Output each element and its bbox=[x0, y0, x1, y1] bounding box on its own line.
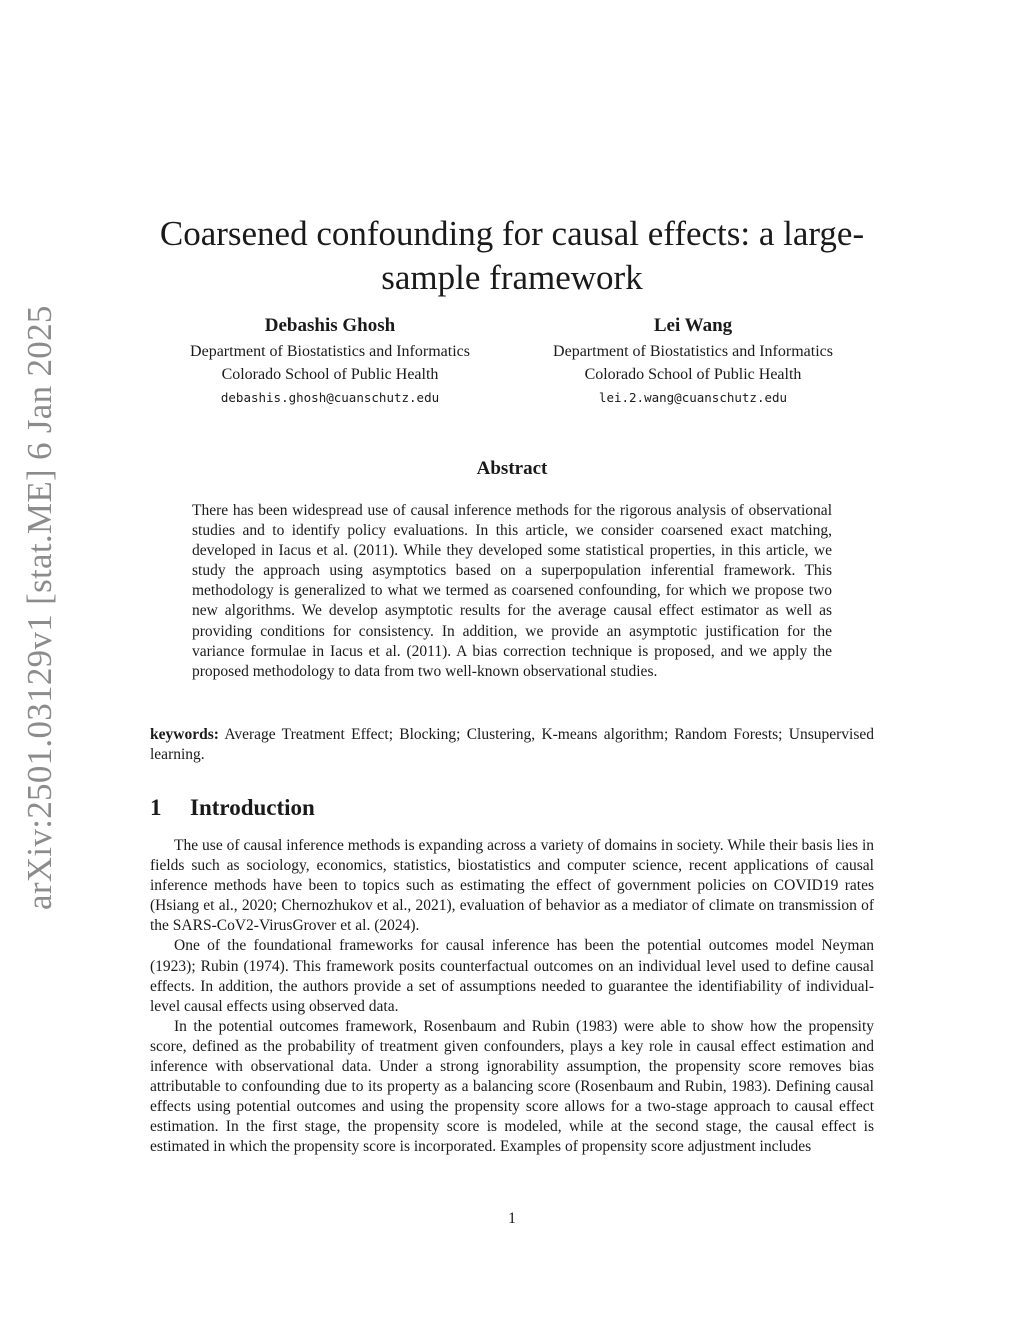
paragraph: One of the foundational frameworks for causal inference has been the potential outcomes model Neyman (1923); Rubin (1974). This framework posits counterfactual outcomes on an individual level used to define causal effects. In addition, the authors provide a set of assumptions needed to guarantee the identifiability of individual-level causal effects using observed data. bbox=[150, 937, 874, 1015]
paragraph: In the potential outcomes framework, Rosenbaum and Rubin (1983) were able to show how the propensity score, defined as the probability of treatment given confounders, plays a key role in causal effect estimation and inference with observational data. Under a strong ignorability assumption, the propensity score removes bias attributable to confounding due to its property as a balancing score (Rosenbaum and Rubin, 1983). Defining causal effects using potential outcomes and using the propensity score allows for a two-stage approach to causal effect estimation. In the first stage, the propensity score is modeled, while at the second stage, the causal effect is estimated in which the propensity score is incorporated. Examples of propensity score adjustment includes bbox=[150, 1017, 874, 1156]
section-number: 1 bbox=[150, 795, 162, 820]
section-title: Introduction bbox=[190, 795, 315, 820]
author-school: Colorado School of Public Health bbox=[584, 366, 802, 383]
keywords-text: Average Treatment Effect; Blocking; Clustering, K-means algorithm; Random Forests; Unsupervised learning. bbox=[150, 726, 874, 763]
keywords-label: keywords: bbox=[150, 726, 219, 743]
author-block-2 bbox=[523, 314, 863, 410]
author-email: debashis.ghosh@cuanschutz.edu bbox=[220, 390, 440, 405]
paragraph: The use of causal inference methods is expanding across a variety of domains in society. While their basis lies in fields such as sociology, economics, statistics, biostatistics and computer science, recent applications of causal inference methods have been to topics such as estimating the effect of government policies on COVID19 rates (Hsiang et al., 2020; Chernozhukov et al., 2021), evaluation of behavior as a mediator of climate on transmission of the SARS-CoV2-VirusGrover et al. (2024). bbox=[150, 837, 874, 935]
arxiv-stamp: arXiv:2501.03129v1 [stat.ME] 6 Jan 2025 bbox=[20, 305, 59, 910]
abstract-heading: Abstract bbox=[476, 458, 548, 479]
author-department: Department of Biostatistics and Informatics bbox=[553, 343, 833, 360]
paper-title: Coarsened confounding for causal effects: a large-sample framework bbox=[159, 214, 865, 297]
author-email: lei.2.wang@cuanschutz.edu bbox=[598, 390, 788, 405]
author-name: Debashis Ghosh bbox=[264, 315, 396, 336]
author-block-1 bbox=[160, 314, 500, 410]
author-department: Department of Biostatistics and Informatics bbox=[190, 343, 470, 360]
section-body bbox=[150, 836, 874, 1158]
abstract-text: There has been widespread use of causal inference methods for the rigorous analysis of observational studies and to identify policy evaluations. In this article, we consider coarsened exact matching, developed in Iacus et al. (2011). While they developed some statistical properties, in this article, we study the approach using asymptotics based on a superpopulation inferential framework. This methodology is generalized to what we termed as coarsened confounding, for which we propose two new algorithms. We develop asymptotic results for the average causal effect estimator as well as providing conditions for consistency. In addition, we provide an asymptotic justification for the variance formulae in Iacus et al. (2011). A bias correction technique is proposed, and we apply the proposed methodology to data from two well-known observational studies. bbox=[192, 502, 832, 680]
section-heading bbox=[150, 793, 874, 823]
page-number: 1 bbox=[508, 1210, 516, 1227]
author-school: Colorado School of Public Health bbox=[221, 366, 439, 383]
author-name: Lei Wang bbox=[653, 315, 733, 336]
keywords bbox=[150, 725, 874, 765]
